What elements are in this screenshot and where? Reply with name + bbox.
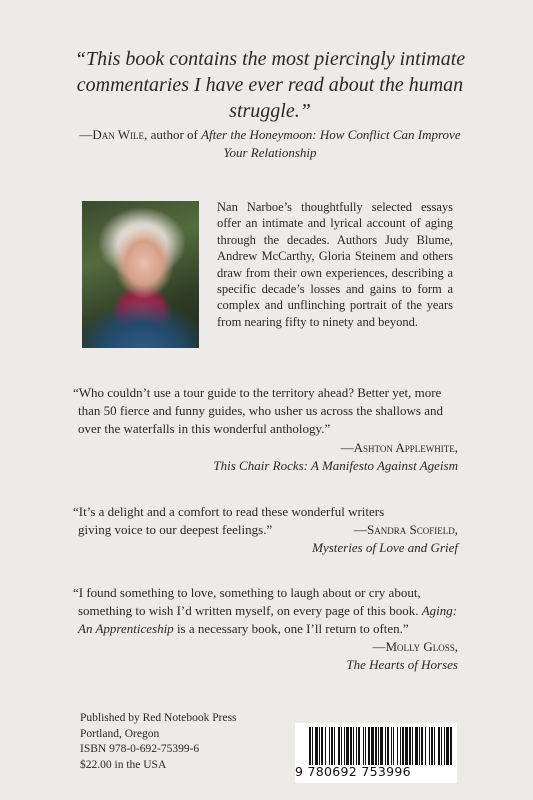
featured-quote-attribution	[70, 126, 470, 162]
publisher-info	[80, 711, 280, 773]
barcode-bar	[378, 727, 379, 765]
review-quote-3-attribution	[260, 638, 458, 674]
barcode-bar	[356, 727, 357, 765]
barcode-bar	[350, 727, 352, 765]
book-description: Nan Narboe’s thoughtfully selected essays offer an intimate and lyrical account of aging through the decades. Authors Judy Blume, Andrew McCarthy, Gloria Steinem and others draw from their own experiences, describing a specific decade’s losses and gains to form a complex and unflinching portrait of the years from nearing fifty to ninety and beyond.	[217, 200, 453, 329]
barcode-bar	[368, 727, 370, 765]
barcode-bar	[419, 727, 420, 765]
featured-quote-book: After the Honeymoon: How Conflict Can Improve Your Relationship	[201, 127, 461, 160]
barcode-bar	[402, 727, 404, 765]
barcode-bar	[441, 727, 442, 765]
barcode-bar	[391, 727, 392, 765]
barcode-bar	[319, 727, 320, 765]
price: $22.00 in the USA	[80, 758, 167, 771]
barcode-bar	[358, 727, 360, 765]
barcode-bar	[315, 727, 318, 765]
barcode-bar	[421, 727, 423, 765]
review-quote-3-book: The Hearts of Horses	[346, 657, 458, 672]
barcode-bar	[331, 727, 333, 765]
review-quote-3-book-title: Aging: An Apprenticeship	[78, 603, 458, 636]
barcode-bar	[365, 727, 366, 765]
review-quote-2-attribution	[260, 521, 458, 557]
review-quote-3-text-post: is a necessary book, one I’ll return to often.”	[173, 621, 409, 636]
review-quote-2-author: —Sandra Scofield,	[354, 522, 458, 537]
review-quote-2-text: “It’s a delight and a comfort to read these wonderful writers giving voice to our deepest feelings.”	[73, 504, 385, 537]
barcode-bar	[375, 727, 377, 765]
barcode-bar	[412, 727, 413, 765]
review-quote-3-text-pre: “I found something to love, something to laugh about or cry about, something to wish I’d written myself, on every page of this book.	[73, 585, 422, 618]
barcode-bar	[334, 727, 335, 765]
barcode-bar	[405, 727, 408, 765]
barcode-digits: 9 780692 753996	[295, 764, 411, 779]
isbn-barcode	[295, 723, 457, 783]
publisher-location: Portland, Oregon	[80, 727, 160, 740]
review-quote-2-book: Mysteries of Love and Grief	[312, 540, 458, 555]
barcode-bar	[363, 727, 364, 765]
featured-quote-mid: , author of	[144, 127, 202, 142]
barcode-bar	[450, 727, 452, 765]
review-quote-1-book: This Chair Rocks: A Manifesto Against Ageism	[213, 458, 458, 473]
barcode-bar	[346, 727, 349, 765]
isbn: ISBN 978-0-692-75399-6	[80, 743, 200, 755]
review-quote-1	[73, 384, 458, 438]
barcode-bar	[385, 727, 386, 765]
barcode-bar	[329, 727, 330, 765]
barcode-bar	[409, 727, 411, 765]
featured-quote: “This book contains the most piercingly intimate commentaries I have ever read about the human struggle.”	[74, 48, 466, 122]
barcode-bar	[444, 727, 445, 765]
barcode-bar	[429, 727, 430, 765]
barcode-bar	[438, 727, 440, 765]
barcode-bar	[397, 727, 398, 765]
review-quote-3-author: —Molly Gloss,	[372, 639, 458, 654]
barcode-bar	[325, 727, 326, 765]
barcode-bar	[353, 727, 354, 765]
review-quote-1-text: “Who couldn’t use a tour guide to the territory ahead? Better yet, more than 50 fierce and funny guides, who usher us across the shallows and over the waterfalls in this wonderful anthology.”	[73, 385, 443, 436]
featured-quote-author: Dan Wile	[92, 127, 145, 142]
review-quote-1-author: —Ashton Applewhite,	[340, 440, 458, 455]
barcode-bar	[341, 727, 342, 765]
review-quote-1-attribution	[160, 439, 458, 475]
barcode-bar	[434, 727, 435, 765]
barcode-bar	[338, 727, 340, 765]
barcode-bar	[380, 727, 383, 765]
barcode-bar	[387, 727, 389, 765]
barcode-bar	[425, 727, 426, 765]
publisher-name: Published by Red Notebook Press	[80, 712, 237, 724]
barcode-bar	[344, 727, 345, 765]
barcode-bar	[393, 727, 394, 765]
barcode-bar	[309, 727, 311, 765]
barcode-bar	[400, 727, 401, 765]
barcode-bar	[321, 727, 323, 765]
barcode-bar	[371, 727, 374, 765]
featured-quote-dash: —	[79, 127, 93, 142]
barcode-bar	[446, 727, 449, 765]
barcode-bars	[295, 723, 457, 767]
review-quote-3	[73, 584, 458, 638]
author-photo	[82, 201, 199, 348]
barcode-bar	[312, 727, 313, 765]
barcode-bar	[415, 727, 418, 765]
review-quote-3-text	[73, 584, 458, 638]
barcode-bar	[431, 727, 433, 765]
